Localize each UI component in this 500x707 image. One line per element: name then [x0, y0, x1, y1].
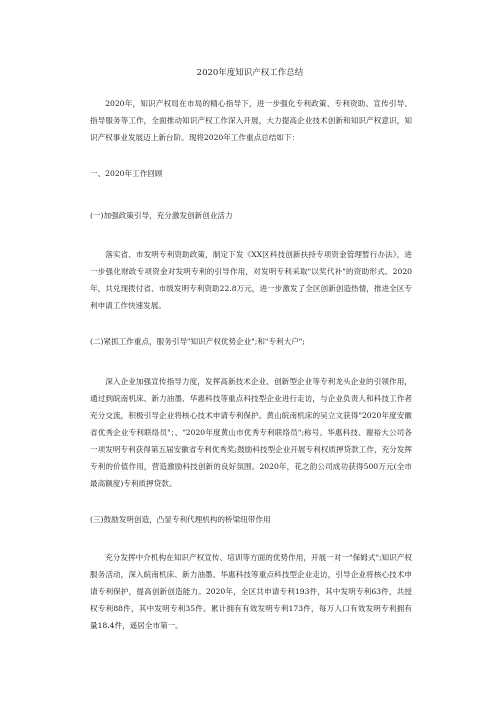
paragraph-policy: 落实省、市发明专利资助政策，制定下发《XX区科技创新扶持专项资金管理暂行办法》，进一步强化财政专项资金对发明专利的引导作用，对发明专利采取"以奖代补"的资助形式。2020年，共兑现拨付省、市级发明专利资助22.8万元，进一步激发了全区创新创造热情，推进全区专利申请工作快速发展。	[90, 250, 412, 310]
subsection-heading-invention: (三)鼓励发明创造，凸显专利代理机构的桥梁纽带作用	[90, 515, 271, 524]
section-heading-review: 一、2020年工作回顾	[90, 169, 163, 178]
paragraph-invention: 充分发挥中介机构在知识产权宣传、培训等方面的优势作用，开展一对一"保姆式";知识产权服务活动，深入皖南机床、新力油墨、华惠科技等重点科技型企业走访，引导企业将核心技术申请专利保护，提高创新创造能力。2020年，全区共申请专利193件，其中发明专利63件，共授权专利88件，其中发明专利35件。累计拥有有效发明专利173件，每万人口有效发明专利拥有量18.4件，遥居全市第一。	[90, 553, 412, 630]
paragraph-focus: 深入企业加强宣传指导力度，发挥高新技术企业、创新型企业等专利龙头企业的引领作用，通过到皖南机床、新力油墨、华惠科技等重点科技型企业进行走访，与企业负责人和科技工作者充分交流，积极引导企业将核心技术申请专利保护。黄山皖南机床的吴立文获得"2020年度安徽省优秀企业专利联络员"；、"2020年度黄山市优秀专利联络员";称号。华惠科技、谢裕大公司各一项发明专利获得第五届安徽省专利优秀奖;鼓励科技型企业开展专利权质押贷款工作，充分发挥专利的价值作用，营造激励科技创新的良好氛围。2020年，花之韵公司成功获得500万元(全市最高额度)专利质押贷款。	[90, 377, 412, 488]
subsection-heading-focus: (二)紧抓工作重点，服务引导"知识产权优势企业";和"专利大户";	[90, 337, 305, 346]
document-title: 2020年度知识产权工作总结	[196, 68, 304, 78]
intro-paragraph: 2020年，知识产权局在市局的精心指导下，进一步强化专利政策、专利资助、宣传引导、指导服务等工作，全面推动知识产权工作深入开展，大力提高企业技术创新和知识产权意识，知识产权事业发展迈上新台阶。现将2020年工作重点总结如下：	[90, 99, 412, 142]
subsection-heading-policy: (一)加强政策引导，充分激发创新创业活力	[90, 211, 233, 220]
